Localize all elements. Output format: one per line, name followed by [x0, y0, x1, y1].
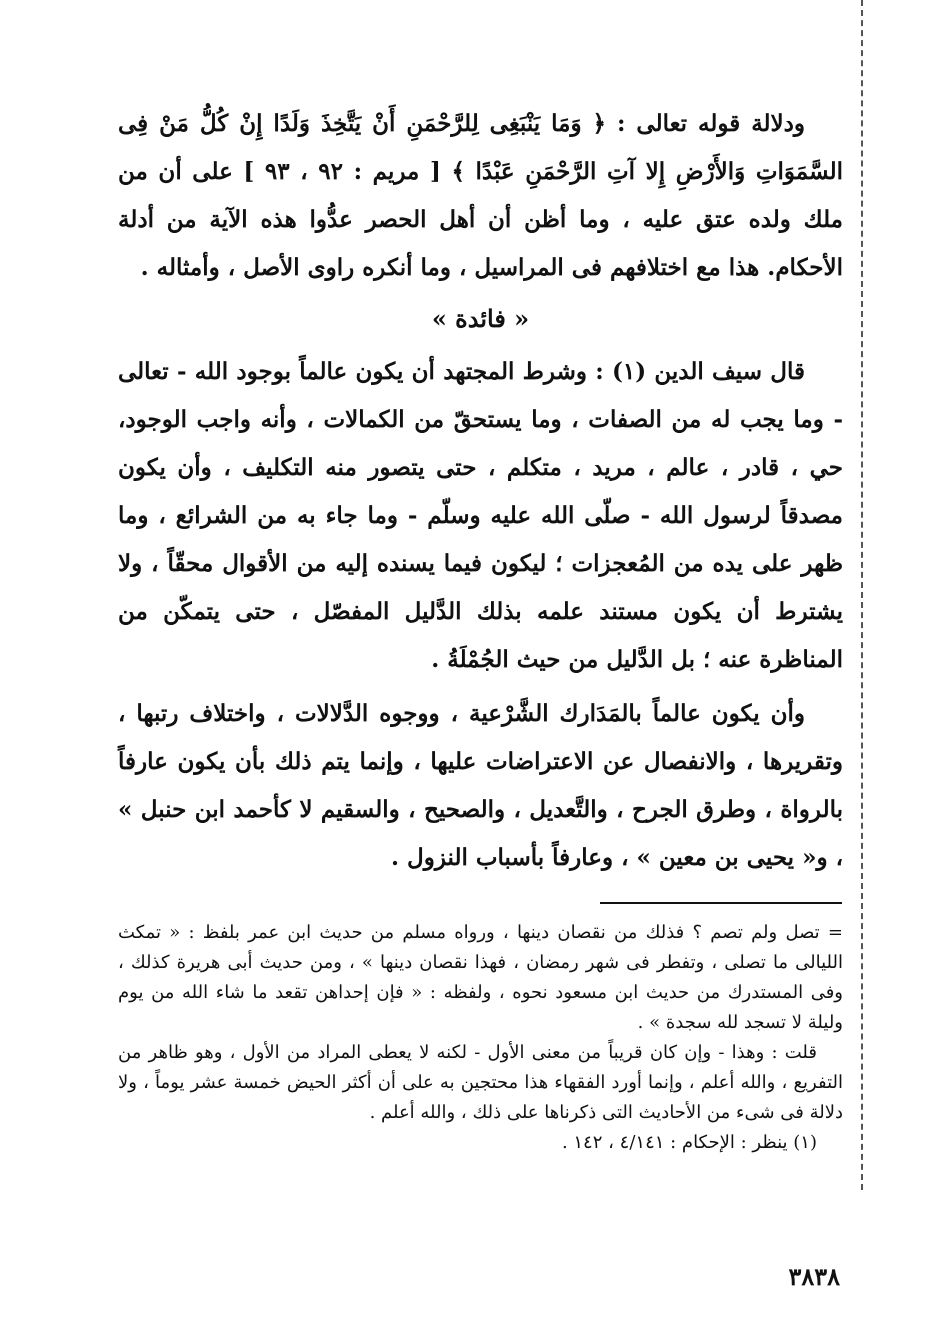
footnote-comment: قلت : وهذا - وإن كان قريباً من معنى الأول - لكنه لا يعطى المراد من الأول ، وهو ظاهر من التفريع ، والله أعلم ، وإنما أورد الفقهاء هذا محتجين به على أن أكثر الحيض خمسة عشر يوماً ، ولا دلالة فى شىء من الأحاديث التى ذكرناها على ذلك ، والله أعلم . [118, 1042, 843, 1123]
main-text [118, 100, 843, 882]
scan-edge-line [861, 0, 863, 1190]
section-heading-faida: « فائدة » [431, 304, 530, 333]
footnotes [118, 918, 843, 1158]
footnote-divider [600, 902, 842, 904]
footnote-reference: (١) ينظر : الإحكام : ٤/١٤١ ، ١٤٢ . [561, 1132, 817, 1153]
paragraph-conditions-mujtahid: قال سيف الدين (١) : وشرط المجتهد أن يكون عالماً بوجود الله - تعالى - وما يجب له من الصفات ، وما يستحقّ من الكمالات ، وأنه واجب الوجود، حي ، قادر ، عالم ، مريد ، متكلم ، حتى يتصور منه التكليف ، وأن يكون مصدقاً لرسول الله - صلّى الله عليه وسلّم - وما جاء به من الشرائع ، وما ظهر على يده من المُعجزات ؛ ليكون فيما يسنده إليه من الأقوال محقّاً ، ولا يشترط أن يكون مستند علمه بذلك الدَّليل المفصّل ، حتى يتمكّن من المناظرة عنه ؛ بل الدَّليل من حيث الجُمْلَةُ . [118, 358, 843, 673]
paragraph-knowledge-sources: وأن يكون عالماً بالمَدَارك الشَّرْعية ، ووجوه الدَّلالات ، واختلاف رتبها ، وتقريرها ، والانفصال عن الاعتراضات عليها ، وإنما يتم ذلك بأن يكون عارفاً بالرواة ، وطرق الجرح ، والتَّعديل ، والصحيح ، والسقيم لا كأحمد ابن حنبل » ، و« يحيى بن معين » ، وعارفاً بأسباب النزول . [118, 700, 843, 871]
page-number: ٣٨٣٨ [788, 1262, 840, 1291]
paragraph-evidence: ودلالة قوله تعالى : ﴿ وَمَا يَنْبَغِى لِلرَّحْمَنِ أَنْ يَتَّخِذَ وَلَدًا إِنْ كُلُّ مَنْ فِى السَّمَوَاتِ وَالأَرْضِ إِلا آتِ الرَّحْمَنِ عَبْدًا ﴾ [ مريم : ٩٢ ، ٩٣ ] على أن من ملك ولده عتق عليه ، وما أظن أن أهل الحصر عدُّوا هذه الآية من أدلة الأحكام. هذا مع اختلافهم فى المراسيل ، وما أنكره راوى الأصل ، وأمثاله . [118, 110, 843, 281]
footnote-continuation: = تصل ولم تصم ؟ فذلك من نقصان دينها ، ورواه مسلم من حديث ابن عمر بلفظ : « تمكث الليالى ما تصلى ، وتفطر فى شهر رمضان ، فهذا نقصان دينها » ، ومن حديث أبى هريرة كذلك ، وفى المستدرك من حديث ابن مسعود نحوه ، ولفظه : « فإن إحداهن تقعد ما شاء الله من يوم وليلة لا تسجد لله سجدة » . [118, 922, 843, 1033]
